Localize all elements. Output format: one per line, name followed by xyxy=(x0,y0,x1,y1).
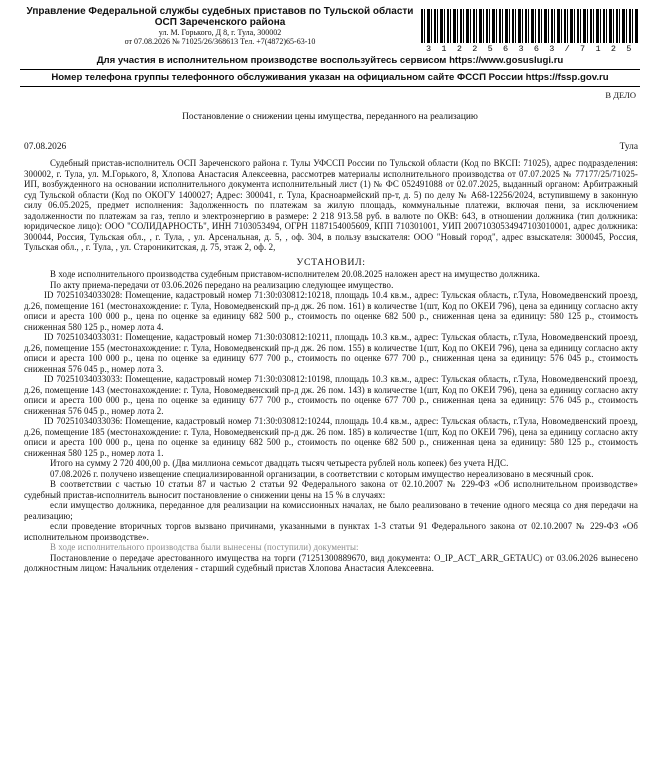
org-name-line2: ОСП Зареченского района xyxy=(154,17,286,28)
total-paragraph: Итого на сумму 2 720 400,00 р. (Два миллиона семьсот двадцать тысяч четыреста рублей ноль копеек) без учета НДС. xyxy=(50,458,509,468)
notice-paragraph: 07.08.2026 г. получено извещение специализированной организации, в соответствии с которым имущество нереализовано в месячный срок. xyxy=(50,468,594,479)
org-name-line1: Управление Федеральной службы судебных приставов по Тульской области xyxy=(26,6,414,17)
phone-notice: Номер телефона группы телефонного обслуживания указан на официальном сайте ФССП России https://fssp.gov.ru xyxy=(51,72,609,83)
document-body xyxy=(24,158,638,574)
document-date: 07.08.2026 xyxy=(24,142,67,152)
document-title: Постановление о снижении цены имущества, переданного на реализацию xyxy=(182,112,478,122)
documents-paragraph: В ходе исполнительного производства были вынесены (поступили) документы: xyxy=(50,542,359,552)
property-item-1: ID 70251034033028: Помещение, кадастровый номер 71:30:030812:10218, площадь 10.4 кв.м., адрес: Тульская область, г.Тула, Новомедвенский проезд, д.26, помещение 161 (местонахождение: г. Тула, Новомедвенский пр-д дж. 26 пом. 161) в количестве 1(шт, Код по ОКЕИ 796), цена за единицу согласно акту описи и ареста 100 000 р., цена по оценке за единицу 682 500 р., стоимость по оценке 682 500 р., сниженная цена за единицу: 580 125 р., стоимость сниженная 580 125 р., номер лота 4. xyxy=(24,290,638,332)
property-item-3: ID 70251034033033: Помещение, кадастровый номер 71:30:030812:10198, площадь 10.3 кв.м., адрес: Тульская область, г.Тула, Новомедвенский проезд, д.26, помещение 143 (местонахождение: г. Тула, Новомедвенский пр-д дж. 26 пом. 143) в количестве 1(шт, Код по ОКЕИ 796), цена за единицу согласно акту описи и ареста 100 000 р., цена по оценке за единицу 677 700 р., стоимость по оценке 677 700 р., сниженная цена за единицу: 576 045 р., стоимость сниженная 576 045 р., номер лота 2. xyxy=(24,374,638,416)
property-item-4: ID 70251034033036: Помещение, кадастровый номер 71:30:030812:10244, площадь 10.4 кв.м., адрес: Тульская область, г.Тула, Новомедвенский проезд, д.26, помещение 185 (местонахождение: г. Тула, Новомедвенский пр-д дж. 26 пом. 185) в количестве 1(шт, Код по ОКЕИ 796), цена за единицу согласно акту описи и ареста 100 000 р., цена по оценке за единицу 682 500 р., стоимость по оценке 682 500 р., сниженная цена за единицу: 580 125 р., стоимость сниженная 580 125 р., номер лота 1. xyxy=(24,416,638,458)
document-city: Тула xyxy=(619,142,638,152)
transfer-paragraph: По акту приема-передачи от 03.06.2026 передано на реализацию следующее имущество. xyxy=(50,279,394,290)
divider xyxy=(20,86,640,87)
gosuslugi-notice: Для участия в исполнительном производстве воспользуйтесь сервисом https://www.gosuslugi.ru xyxy=(96,55,564,66)
arrest-paragraph: В ходе исполнительного производства судебным приставом-исполнителем 20.08.2025 наложен арест на имущество должника. xyxy=(50,269,540,279)
law-paragraph: В соответствии с частью 10 статьи 87 и частью 2 статьи 92 Федерального закона от 02.10.2007 № 229-ФЗ «Об исполнительном производстве» судебный пристав-исполнитель выносит постановление о снижении цены на 15 % в случаях: xyxy=(24,479,638,500)
address-line1: ул. М. Горького, Д 8, г. Тула, 300002 xyxy=(158,28,282,37)
issuer-header xyxy=(20,6,420,46)
case-2-paragraph: если проведение вторичных торгов вызвано причинами, указанными в пунктах 1-3 статьи 91 Федерального закона от 02.10.2007 № 229-ФЗ «Об исполнительном производстве». xyxy=(24,521,638,542)
v-delo-stamp: В ДЕЛО xyxy=(605,90,636,100)
property-item-2: ID 70251034033031: Помещение, кадастровый номер 71:30:030812:10211, площадь 10.3 кв.м., адрес: Тульская область, г.Тула, Новомедвенский проезд, д.26, помещение 155 (местонахождение: г. Тула, Новомедвенский пр-д дж. 26 пом. 155) в количестве 1(шт, Код по ОКЕИ 796), цена за единицу согласно акту описи и ареста 100 000 р., цена по оценке за единицу 677 700 р., стоимость по оценке 677 700 р., сниженная цена за единицу: 576 045 р., стоимость сниженная 576 045 р., номер лота 3. xyxy=(24,332,638,374)
ustanovil-heading: УСТАНОВИЛ: xyxy=(296,256,366,268)
barcode-number: 3 1 2 2 5 6 3 6 3 / 7 1 2 5 xyxy=(426,44,634,54)
address-line2: от 07.08.2026 № 71025/26/368613 Тел. +7(4872)65-63-10 xyxy=(124,37,316,46)
divider xyxy=(20,69,640,70)
intro-paragraph: Судебный пристав-исполнитель ОСП Зареченского района г. Тулы УФССП России по Тульской области (Код по ВКСП: 71025), адрес подразделения: 300002, г. Тула, ул. М.Горького, 8, Хлопова Анастасия Алексеевна, рассмотрев материалы исполнительного производства от 07.07.2025 № 77177/25/71025-ИП, возбужденного на основании исполнительного документа исполнительный лист (1) № ФС 052491088 от 02.07.2025, выданный органом: Арбитражный суд Тульской области (Код по ОКОГУ 1400027; Адрес: 300041, г. Тула, Красноармейский пр-т, д. 5) по делу № А68-12256/2024, вступившему в законную силу 06.05.2025, предмет исполнения: Задолженность по платежам за жилую площадь, коммунальные платежи, включая пени, за исключением задолженности по платежам за газ, тепло и электроэнергию в размере: 2 218 913.58 руб. в валюте по ОКВ: 643, в отношении должника (тип должника: юридическое лицо): ООО "СОЛИДАРНОСТЬ", ИНН 7103053494, ОГРН 1187154005609, КПП 710301001, УИП 20071030534947103010001, адрес должника: 300044, Россия, Тульская обл., , г. Тула, , ул. Арсенальная, д. 5, , оф. 304, в пользу взыскателя: ООО "Новый город", адрес взыскателя: 300045, Россия, Тульская обл., , г. Тула, , ул. Староникитская, д. 75, этаж 2, оф. 2, xyxy=(24,158,638,252)
decree-paragraph: Постановление о передаче арестованного имущества на торги (71251300889670, вид документа: O_IP_ACT_ARR_GETAUC) от 03.06.2026 вынесено должностным лицом: Начальник отделения - старший судебный пристав Хлопова Анастасия Алексеевна. xyxy=(24,552,638,573)
case-1-paragraph: если имущество должника, переданное для реализации на комиссионных началах, не было реализовано в течение одного месяца со дня передачи на реализацию; xyxy=(24,500,638,521)
barcode-image xyxy=(421,9,639,43)
